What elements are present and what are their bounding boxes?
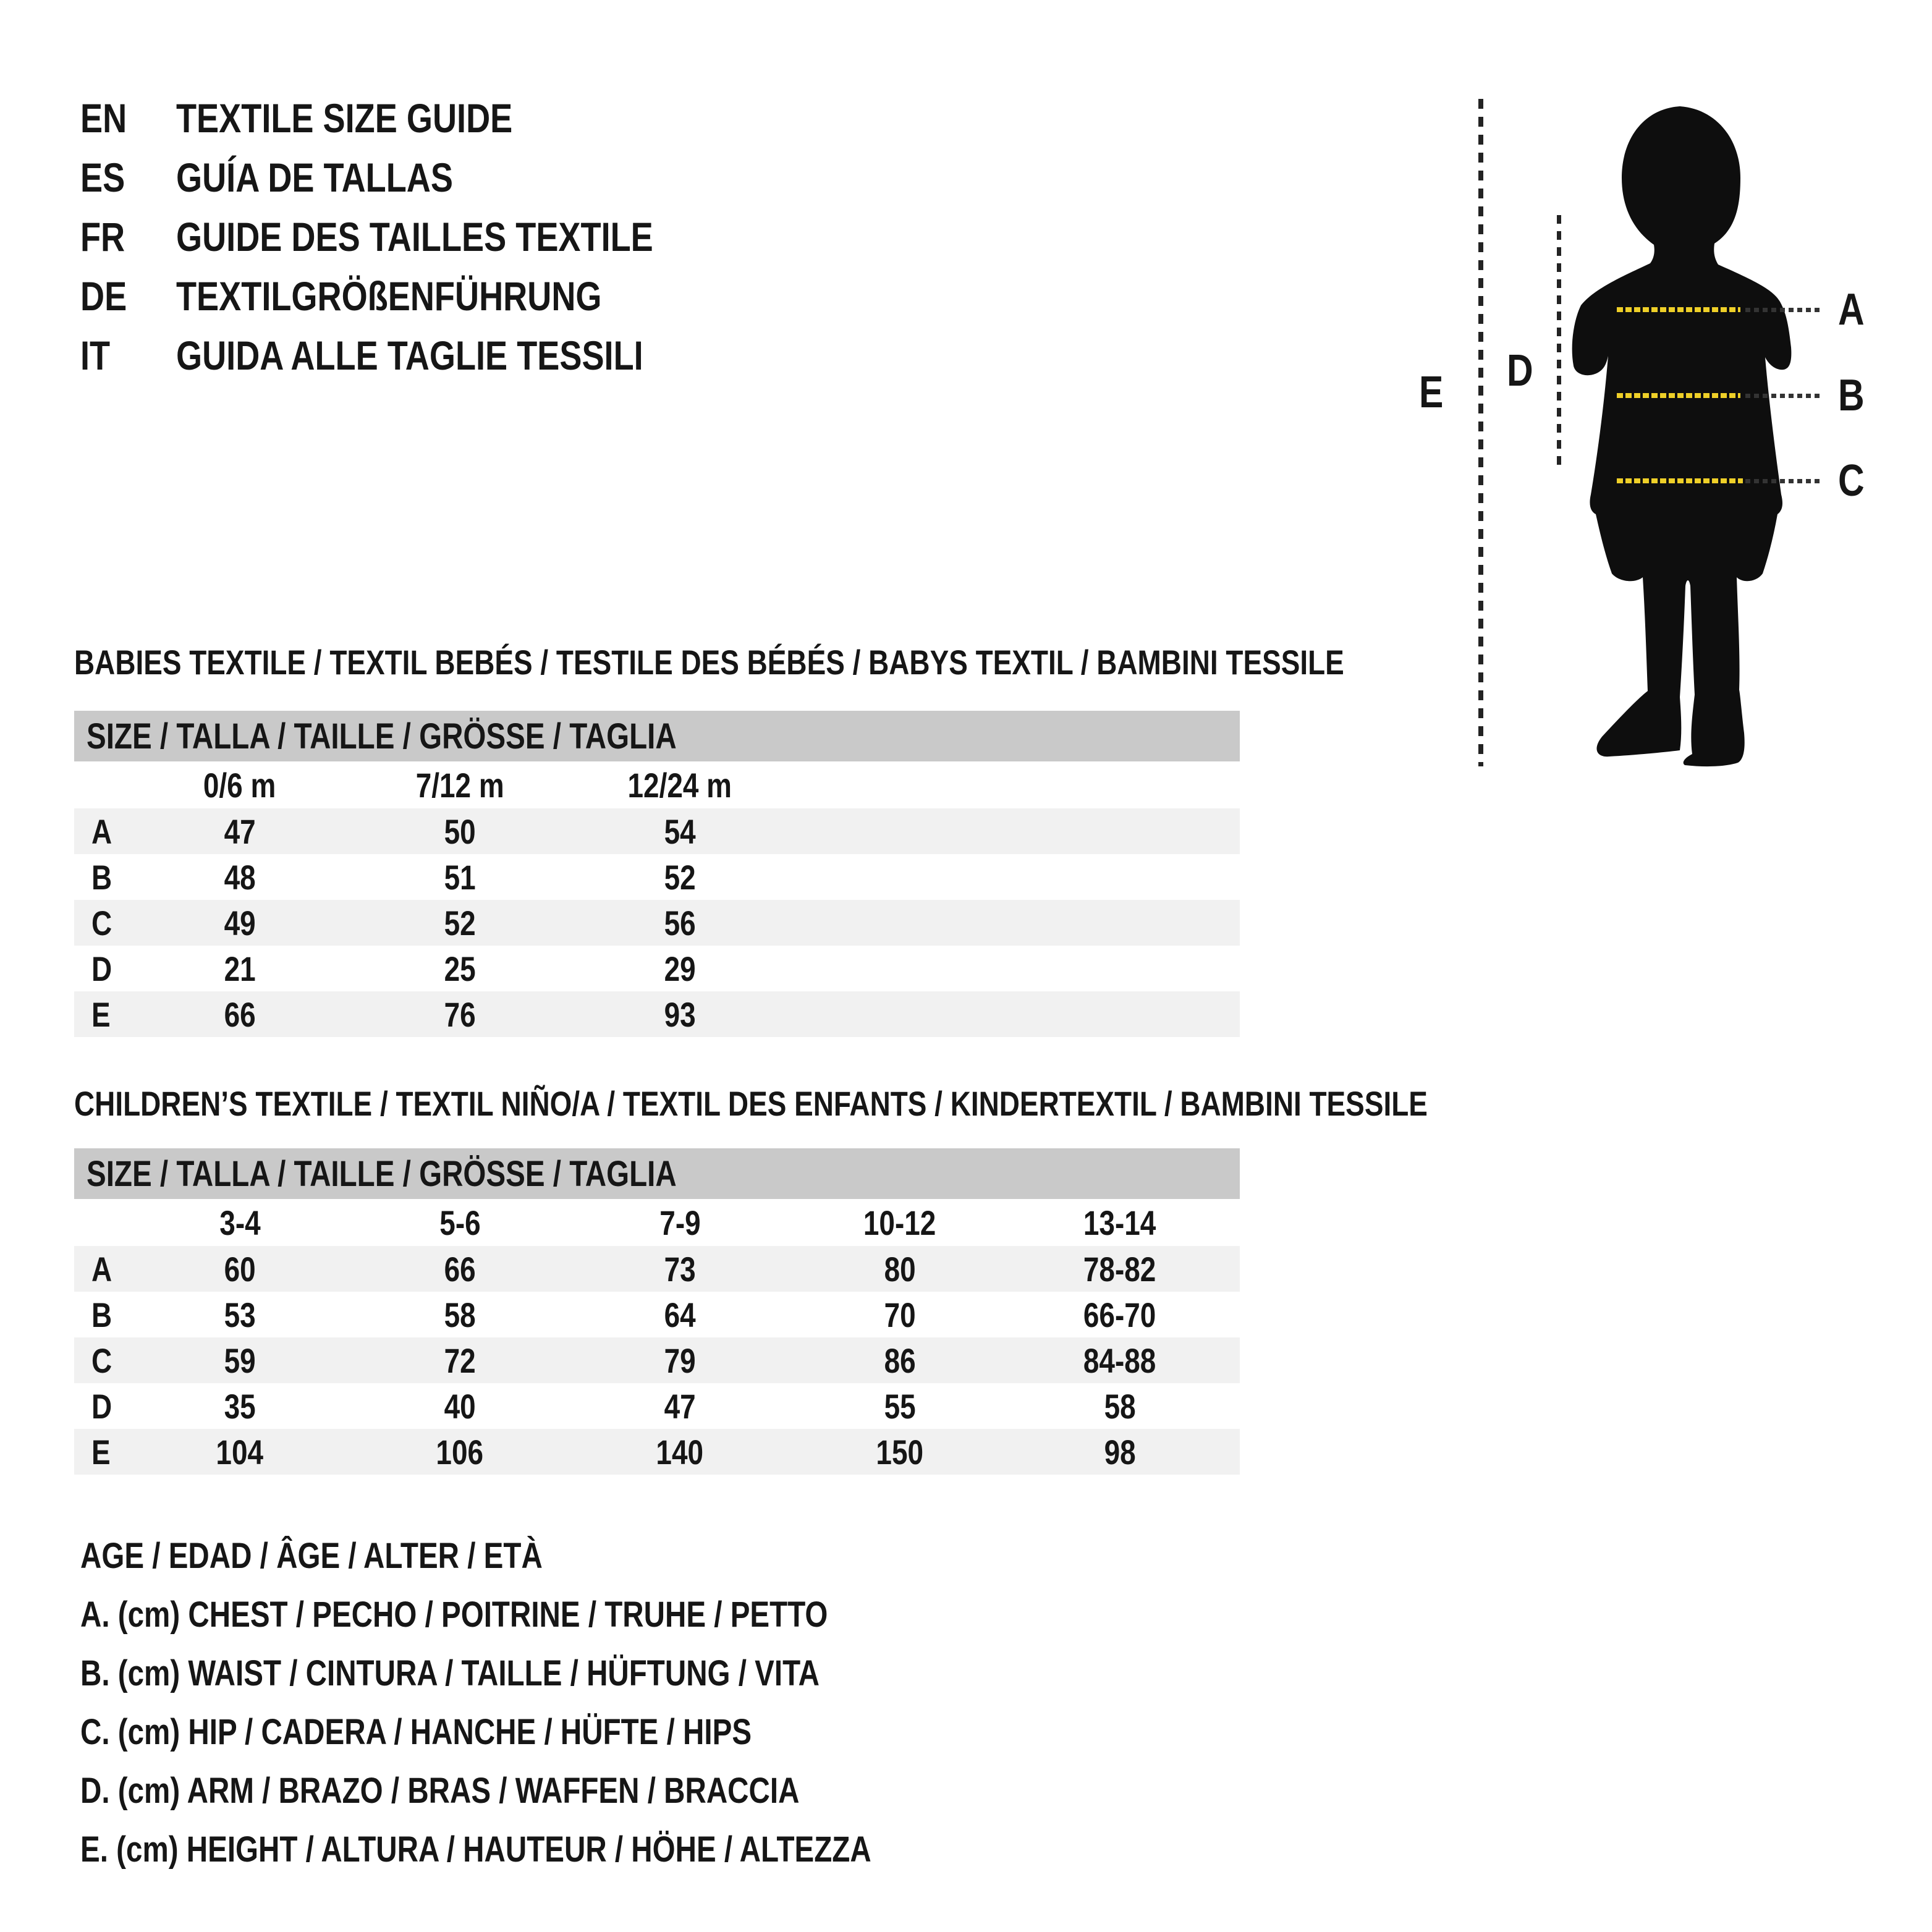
babies-row-a: A 47 50 54 <box>74 808 1240 854</box>
legend-chest: A. (cm) CHEST / PECHO / POITRINE / TRUHE / PETTO <box>80 1595 828 1635</box>
lang-row-de <box>80 266 758 326</box>
children-col-10-12: 10-12 <box>863 1203 936 1242</box>
arm-measure-line-d <box>1557 215 1561 471</box>
measurement-legend <box>80 1527 1045 1879</box>
babies-col-12-24m: 12/24 m <box>627 765 732 805</box>
lang-row-es <box>80 148 758 207</box>
babies-col-0-6m: 0/6 m <box>203 765 276 805</box>
babies-size-table <box>74 711 1240 1037</box>
figure-label-d: D <box>1507 346 1533 396</box>
waist-line-b-dark <box>1745 394 1821 398</box>
children-row-e: E 104 106 140 150 98 <box>74 1429 1240 1475</box>
lang-row-it <box>80 326 758 385</box>
legend-hip: C. (cm) HIP / CADERA / HANCHE / HÜFTE / HIPS <box>80 1712 752 1752</box>
children-col-7-9: 7-9 <box>659 1203 701 1242</box>
lang-code-en: EN <box>80 95 127 141</box>
babies-section-heading: BABIES TEXTILE / TEXTIL BEBÉS / TESTILE DES BÉBÉS / BABYS TEXTIL / BAMBINI TESSILE <box>74 643 1344 682</box>
children-row-a: A 60 66 73 80 78-82 <box>74 1246 1240 1292</box>
babies-row-d: D 21 25 29 <box>91 949 696 988</box>
children-col-5-6: 5-6 <box>439 1203 481 1242</box>
hip-line-c-yellow <box>1617 478 1743 483</box>
lang-title-fr: GUIDE DES TAILLES TEXTILE <box>176 214 653 260</box>
legend-arm: D. (cm) ARM / BRAZO / BRAS / WAFFEN / BRACCIA <box>80 1771 800 1811</box>
lang-code-es: ES <box>80 155 125 200</box>
children-row-d: D 35 40 47 55 58 <box>91 1386 1136 1426</box>
chest-line-a-yellow <box>1617 307 1740 312</box>
legend-age: AGE / EDAD / ÂGE / ALTER / ETÀ <box>80 1536 543 1576</box>
babies-row-b: B 48 51 52 <box>91 857 696 897</box>
lang-row-fr <box>80 207 758 266</box>
lang-code-it: IT <box>80 333 111 378</box>
lang-code-de: DE <box>80 273 127 319</box>
children-col-3-4: 3-4 <box>219 1203 261 1242</box>
lang-title-it: GUIDA ALLE TAGLIE TESSILI <box>176 333 643 378</box>
lang-row-en <box>80 88 758 148</box>
children-size-table <box>74 1148 1240 1475</box>
babies-row-c: C 49 52 56 <box>74 900 1240 946</box>
children-row-c: C 59 72 79 86 84-88 <box>74 1337 1240 1383</box>
children-col-13-14: 13-14 <box>1083 1203 1156 1242</box>
figure-label-a: A <box>1838 285 1865 334</box>
babies-row-e: E 66 76 93 <box>74 991 1240 1037</box>
lang-title-de: TEXTILGRÖßENFÜHRUNG <box>176 273 602 319</box>
children-row-b: B 53 58 64 70 66-70 <box>91 1295 1156 1334</box>
waist-line-b-yellow <box>1617 393 1740 398</box>
hip-line-c-dark <box>1745 479 1821 483</box>
figure-label-b: B <box>1838 371 1865 420</box>
children-section-heading: CHILDREN’S TEXTILE / TEXTIL NIÑO/A / TEXTIL DES ENFANTS / KINDERTEXTIL / BAMBINI TESSILE <box>74 1084 1428 1123</box>
children-size-header-bar: SIZE / TALLA / TAILLE / GRÖSSE / TAGLIA <box>74 1148 1240 1199</box>
children-column-header-row <box>74 1199 1240 1246</box>
chest-line-a-dark <box>1745 308 1821 312</box>
babies-col-7-12m: 7/12 m <box>415 765 504 805</box>
figure-label-c: C <box>1838 456 1865 506</box>
babies-column-header-row <box>74 761 1240 808</box>
lang-code-fr: FR <box>80 214 125 260</box>
legend-height: E. (cm) HEIGHT / ALTURA / HAUTEUR / HÖHE / ALTEZZA <box>80 1829 871 1870</box>
figure-label-e: E <box>1419 368 1444 417</box>
legend-waist: B. (cm) WAIST / CINTURA / TAILLE / HÜFTUNG / VITA <box>80 1653 820 1693</box>
babies-size-header-bar: SIZE / TALLA / TAILLE / GRÖSSE / TAGLIA <box>74 711 1240 761</box>
lang-title-es: GUÍA DE TALLAS <box>176 155 453 200</box>
language-title-list <box>80 88 758 385</box>
lang-title-en: TEXTILE SIZE GUIDE <box>176 95 513 141</box>
